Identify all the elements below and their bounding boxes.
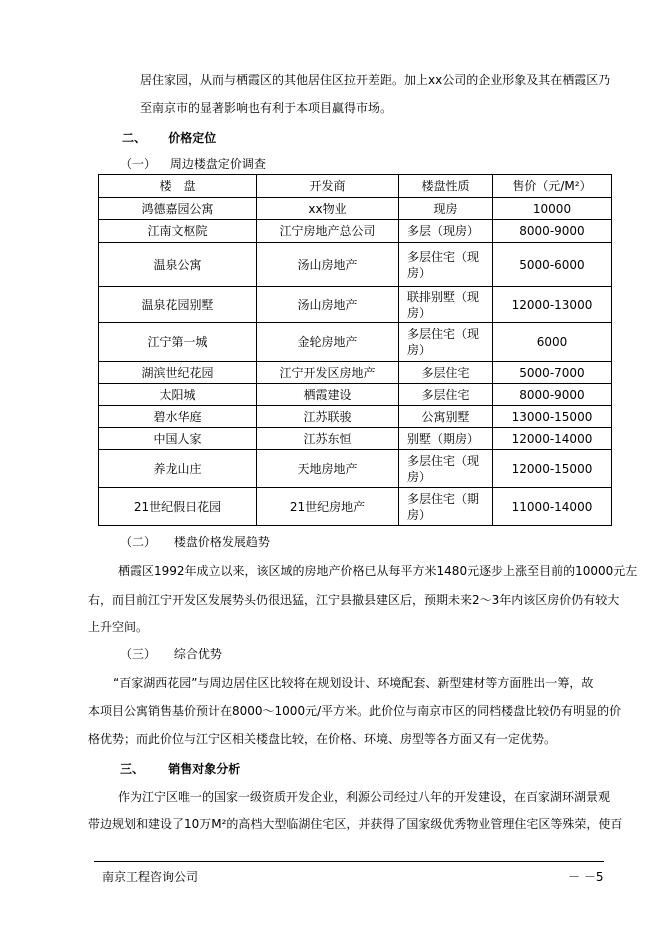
- footer-divider: [94, 861, 604, 862]
- subsection-2-title: 楼盘价格发展趋势: [173, 535, 270, 549]
- cell-price: 12000-14000: [493, 428, 612, 450]
- advantage-line-3: 格优势；而此价位与江宁区相关楼盘比较，在价格、环境、房型等各方面又有一定优势。: [88, 732, 557, 746]
- cell-developer: 天地房地产: [257, 450, 399, 488]
- table-row: [99, 428, 612, 450]
- cell-project: 鸿德嘉园公寓: [99, 198, 257, 220]
- cell-developer: 江苏东恒: [257, 428, 399, 450]
- section-3-heading: [120, 761, 240, 777]
- cell-project: 温泉公寓: [99, 243, 257, 287]
- cell-price: 8000-9000: [493, 384, 612, 406]
- table-row: [99, 198, 612, 220]
- table-row: [99, 450, 612, 488]
- subsection-1-heading: [120, 156, 266, 172]
- cell-property-type: 多层住宅: [399, 384, 493, 406]
- advantage-line-1: “百家湖西花园”与周边居住区比较将在规划设计、环境配套、新型建材等方面胜出一筹，故: [113, 676, 594, 690]
- cell-property-type: 别墅（期房）: [399, 428, 493, 450]
- cell-price: 5000-6000: [493, 243, 612, 287]
- cell-developer: 汤山房地产: [257, 287, 399, 323]
- price-survey-table: [98, 174, 612, 526]
- subsection-3-heading: [120, 646, 222, 662]
- cell-project: 太阳城: [99, 384, 257, 406]
- advantage-line-2: 本项目公寓销售基价预计在8000～1000元/平方米。此价位与南京市区的同档楼盘比较仍有明显的价: [88, 704, 622, 718]
- header-property-type: 楼盘性质: [399, 175, 493, 198]
- cell-property-type: 多层（现房）: [399, 220, 493, 243]
- table-row: [99, 488, 612, 526]
- cell-project: 江南文枢院: [99, 220, 257, 243]
- cell-project: 养龙山庄: [99, 450, 257, 488]
- subsection-2-heading: [120, 534, 270, 550]
- table-row: [99, 362, 612, 384]
- subsection-2-number: （二）: [120, 535, 157, 549]
- subsection-3-title: 综合优势: [173, 647, 222, 661]
- cell-property-type: 联排别墅（现房）: [399, 287, 493, 323]
- cell-property-type: 多层住宅（现房）: [399, 450, 493, 488]
- table-row: [99, 323, 612, 362]
- cell-property-type: 多层住宅（期房）: [399, 488, 493, 526]
- subsection-1-title: 周边楼盘定价调查: [169, 157, 266, 171]
- cell-developer: 金轮房地产: [257, 323, 399, 362]
- subsection-1-number: （一）: [120, 157, 157, 171]
- cell-property-type: 多层住宅（现房）: [399, 243, 493, 287]
- cell-property-type: 公寓别墅: [399, 406, 493, 428]
- cell-property-type: 多层住宅（现房）: [399, 323, 493, 362]
- table-row: [99, 220, 612, 243]
- cell-developer: 汤山房地产: [257, 243, 399, 287]
- cell-price: 13000-15000: [493, 406, 612, 428]
- cell-project: 碧水华庭: [99, 406, 257, 428]
- section-2-title: 价格定位: [168, 131, 217, 145]
- cell-price: 5000-7000: [493, 362, 612, 384]
- intro-line-1: 居住家园，从而与栖霞区的其他居住区拉开差距。加上xx公司的企业形象及其在栖霞区乃: [140, 73, 611, 87]
- table-row: [99, 384, 612, 406]
- header-developer: 开发商: [257, 175, 399, 198]
- cell-project: 温泉花园别墅: [99, 287, 257, 323]
- section-3-title: 销售对象分析: [168, 762, 241, 776]
- cell-developer: 江宁开发区房地产: [257, 362, 399, 384]
- cell-project: 湖滨世纪花园: [99, 362, 257, 384]
- section-2-number: 二、: [122, 131, 147, 145]
- footer-company: 南京工程咨询公司: [102, 870, 199, 884]
- trend-line-3: 上升空间。: [88, 620, 149, 634]
- header-price: 售价（元/M²）: [493, 175, 612, 198]
- header-project: 楼 盘: [99, 175, 257, 198]
- buyer-line-2: 带边规划和建设了10万M²的高档大型临湖住宅区，并获得了国家级优秀物业管理住宅区等殊荣，使百: [88, 817, 623, 831]
- cell-price: 8000-9000: [493, 220, 612, 243]
- trend-line-1: 栖霞区1992年成立以来，该区域的房地产价格已从每平方米1480元逐步上涨至目前的10000元左: [118, 564, 638, 578]
- cell-project: 中国人家: [99, 428, 257, 450]
- cell-project: 江宁第一城: [99, 323, 257, 362]
- cell-property-type: 现房: [399, 198, 493, 220]
- buyer-line-1: 作为江宁区唯一的国家一级资质开发企业，利源公司经过八年的开发建设，在百家湖环湖景观: [118, 790, 611, 804]
- table-row: [99, 287, 612, 323]
- subsection-3-number: （三）: [120, 647, 157, 661]
- cell-price: 11000-14000: [493, 488, 612, 526]
- cell-price: 10000: [493, 198, 612, 220]
- table-header-row: [99, 175, 612, 198]
- trend-line-2: 右，而目前江宁开发区发展势头仍很迅猛，江宁县撤县建区后，预期未来2～3年内该区房价仍有较大: [88, 593, 620, 607]
- cell-developer: 21世纪房地产: [257, 488, 399, 526]
- cell-price: 12000-15000: [493, 450, 612, 488]
- table-row: [99, 406, 612, 428]
- footer-page-number: － －5: [568, 870, 604, 884]
- cell-property-type: 多层住宅: [399, 362, 493, 384]
- cell-developer: 江宁房地产总公司: [257, 220, 399, 243]
- intro-line-2: 至南京市的显著影响也有利于本项目赢得市场。: [140, 101, 393, 115]
- cell-price: 6000: [493, 323, 612, 362]
- cell-price: 12000-13000: [493, 287, 612, 323]
- table-row: [99, 243, 612, 287]
- section-3-number: 三、: [120, 762, 145, 776]
- cell-developer: xx物业: [257, 198, 399, 220]
- cell-project: 21世纪假日花园: [99, 488, 257, 526]
- cell-developer: 江苏联骏: [257, 406, 399, 428]
- section-2-heading: [122, 130, 216, 146]
- cell-developer: 栖霞建设: [257, 384, 399, 406]
